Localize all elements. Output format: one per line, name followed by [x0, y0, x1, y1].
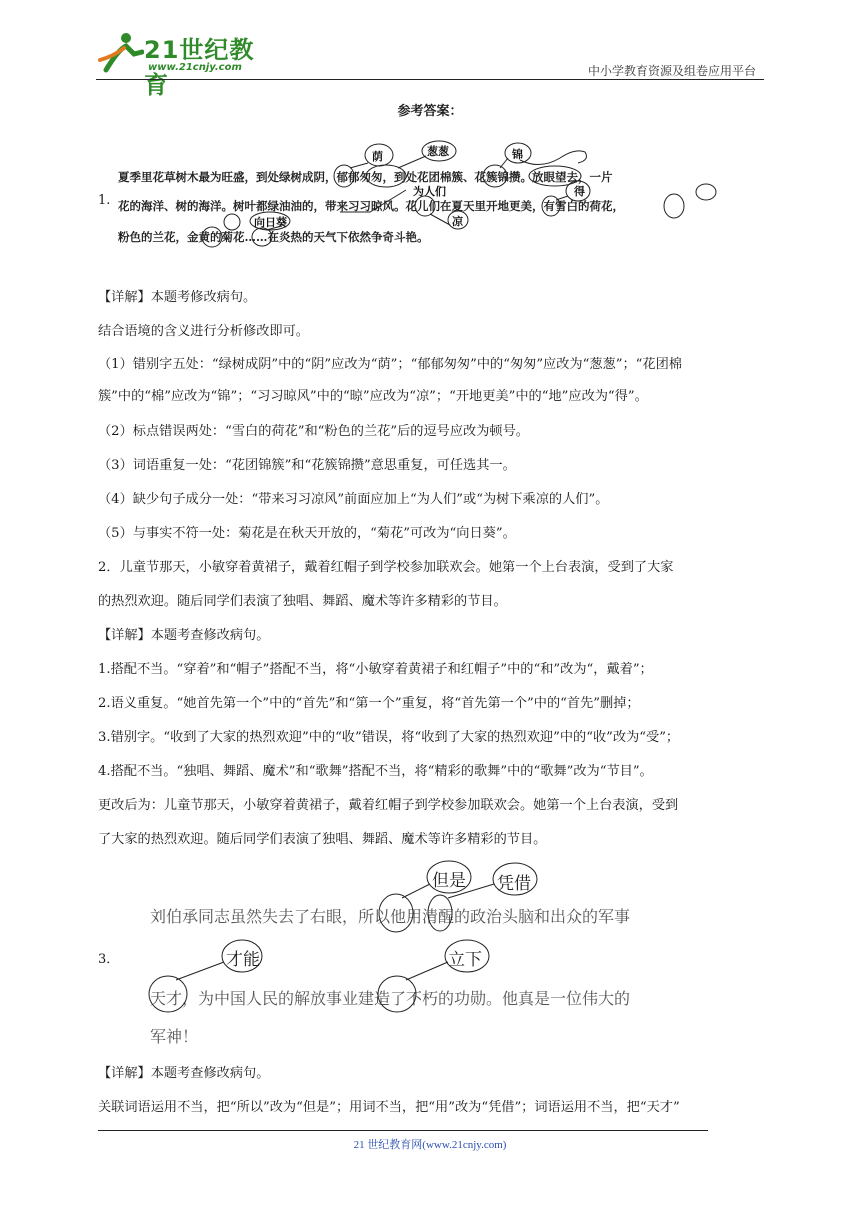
q1-mark-circle	[202, 227, 222, 247]
q3-figure-line: 刘伯承同志虽然失去了右眼，所以他用清醒的政治头脑和出众的军事	[150, 907, 631, 926]
q1-line: （5）与事实不符一处：菊花是在秋天开放的，“菊花”可改为“向日葵”。	[98, 526, 516, 541]
q1-annotation: 荫	[372, 150, 383, 163]
q1-connector-line	[430, 214, 450, 225]
q3-connector-line	[176, 962, 224, 980]
q3-annotation: 立下	[448, 950, 482, 970]
q1-annotation-circle	[696, 184, 716, 200]
q1-mark-circle	[366, 165, 406, 187]
q3-mark-circle	[378, 976, 416, 1012]
q3-annotation: 才能	[226, 950, 260, 970]
q1-connector-line	[556, 196, 568, 200]
q2-line: 4.搭配不当。“独唱、舞蹈、魔术”和“歌舞”搭配不当，将“精彩的歌舞”中的“歌舞”改为“节目”。	[98, 764, 653, 779]
q1-mark-circle	[483, 165, 507, 187]
q1-annotation: 葱葱	[427, 145, 449, 158]
q2-line: 更改后为：儿童节那天，小敏穿着黄裙子，戴着红帽子到学校参加联欢会。她第一个上台表演，受到	[98, 798, 679, 813]
q1-annotation: 为人们	[413, 185, 446, 198]
q2-line: 3.错别字。“收到了大家的热烈欢迎”中的“收”错误，将“收到了大家的热烈欢迎”中的“收”改为“受”；	[98, 730, 680, 745]
q1-annotation-circle	[448, 211, 468, 229]
q1-annotation: 向日葵	[254, 216, 287, 229]
q1-insert-mark	[340, 190, 406, 212]
footer-divider	[98, 1130, 708, 1131]
q1-mark-circle	[415, 196, 435, 216]
q1-annotation: 凉	[452, 215, 463, 228]
q1-annotation-circle	[505, 143, 531, 163]
q3-annotation-circle	[445, 940, 489, 972]
logo-text: 21世纪教育	[144, 36, 255, 99]
q1-connector-line	[500, 158, 508, 168]
q1-line: 簇”中的“棉”应改为“锦”；“习习晾风”中的“晾”应改为“凉”；“开地更美”中的“地”应改为“得”。	[98, 389, 648, 404]
q1-figure-line: 粉色的兰花，金黄的菊花……在炎热的天气下依然争奇斗艳。	[118, 230, 429, 244]
q1-figure-line: 夏季里花草树木最为旺盛，到处绿树成阴，郁郁匆匆，到处花团棉簇、花簇锦攒。放眼望去，一片	[118, 170, 613, 184]
q3-connector-line	[448, 884, 494, 898]
q1-annotation-circle	[224, 214, 240, 230]
q2-line: 的热烈欢迎。随后同学们表演了独唱、舞蹈、魔术等许多精彩的节目。	[98, 594, 507, 609]
q1-line: （4）缺少句子成分一处：“带来习习凉风”前面应加上“为人们”或“为树下乘凉的人们”。	[98, 492, 609, 507]
logo-url: www.21cnjy.com	[148, 62, 242, 73]
q1-figure-line: 花的海洋、树的海洋。树叶都绿油油的，带来习习晾风。花儿们在夏天里开地更美，有雪白的荷花，	[118, 199, 624, 213]
q1-annotation: 锦	[512, 148, 523, 161]
q1-mark-circle	[334, 165, 354, 187]
q1-mark-circle	[542, 196, 560, 216]
q3-figure-line: 军神！	[150, 1027, 199, 1046]
q1-annotation-circle	[365, 144, 393, 166]
q1-line: （1）错别字五处：“绿树成阴”中的“阴”应改为“荫”；“郁郁匆匆”中的“匆匆”应改为“葱葱”；“花团棉	[98, 357, 682, 372]
q3-annotation-circle	[427, 861, 471, 893]
q1-annotation-circle	[422, 141, 456, 161]
q2-line: 2．儿童节那天，小敏穿着黄裙子，戴着红帽子到学校参加联欢会。她第一个上台表演，受到了大家	[98, 560, 674, 575]
q1-connector-line	[350, 163, 368, 168]
q3-annotation: 凭借	[497, 874, 531, 894]
q1-mark-circle	[252, 228, 272, 246]
q2-line: 2.语义重复。“她首先第一个”中的“首先”和“第一个”重复，将“首先第一个”中的“首先”删掉；	[98, 696, 640, 711]
q1-line: 结合语境的含义进行分析修改即可。	[98, 324, 309, 339]
q3-mark-circle	[428, 895, 452, 931]
platform-label: 中小学教育资源及组卷应用平台	[587, 64, 756, 78]
q1-annotation-circle	[250, 212, 290, 230]
q2-line: 1.搭配不当。“穿着”和“帽子”搭配不当，将“小敏穿着黄裙子和红帽子”中的“和”改为“，戴着”；	[98, 662, 653, 677]
q3-connector-line	[406, 962, 448, 980]
q1-line: （2）标点错误两处：“雪白的荷花”和“粉色的兰花”后的逗号应改为顿号。	[98, 424, 529, 439]
q1-mark-circle	[529, 166, 581, 186]
q3-annotation-circle	[493, 863, 537, 895]
q3-annotation-circle	[222, 940, 262, 972]
footer-text[interactable]: 21 世纪教育网(www.21cnjy.com)	[353, 1139, 507, 1151]
q2-detail-label: 【详解】本题考查修改病句。	[98, 628, 270, 643]
q1-annotation: 得	[574, 185, 585, 198]
q1-number: 1.	[98, 193, 111, 208]
q1-connector-line	[398, 156, 426, 168]
q3-annotation: 但是	[432, 871, 466, 891]
q3-line: 关联词语运用不当，把“所以”改为“但是”；用词不当，把“用”改为“凭借”；词语运用不当，把“天才”	[98, 1100, 680, 1115]
page-title: 参考答案：	[397, 104, 463, 119]
q3-mark-circle	[379, 894, 413, 932]
q3-detail-label: 【详解】本题考查修改病句。	[98, 1066, 270, 1081]
q3-mark-circle	[149, 976, 187, 1012]
q3-figure-line: 天才，为中国人民的解放事业建造了不朽的功勋。他真是一位伟大的	[150, 989, 631, 1008]
q1-line: （3）词语重复一处：“花团锦簇”和“花簇锦攒”意思重复，可任选其一。	[98, 458, 516, 473]
q3-number: 3．	[98, 952, 120, 967]
q2-line: 了大家的热烈欢迎。随后同学们表演了独唱、舞蹈、魔术等许多精彩的节目。	[98, 832, 547, 847]
q1-detail-label: 【详解】本题考修改病句。	[98, 290, 257, 305]
q1-mark-circle	[664, 194, 684, 218]
q3-connector-line	[402, 884, 430, 898]
